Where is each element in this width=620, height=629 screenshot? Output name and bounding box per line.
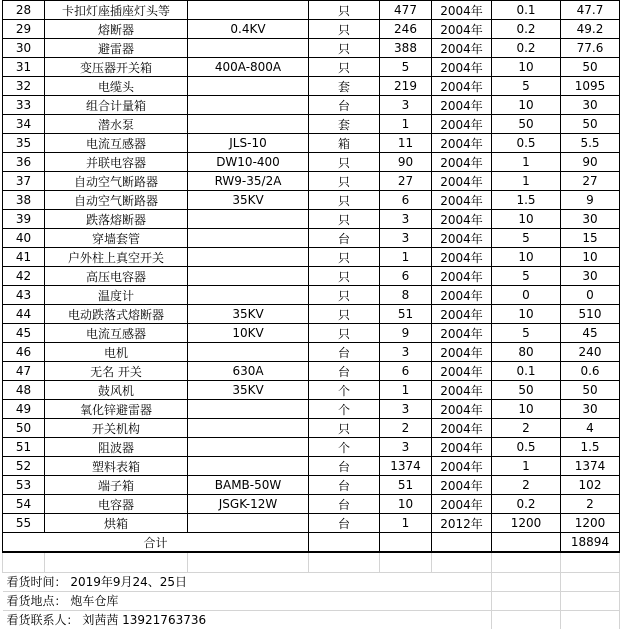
cell-item-name[interactable]: 卡扣灯座插座灯头等	[45, 1, 188, 20]
cell-row-number[interactable]: 34	[3, 115, 45, 134]
cell-item-name[interactable]: 电流互感器	[45, 324, 188, 343]
cell-quantity[interactable]: 8	[380, 286, 432, 305]
empty-cell	[492, 572, 561, 591]
table-row	[3, 115, 620, 134]
cell-row-number[interactable]: 29	[3, 20, 45, 39]
cell-quantity[interactable]: 51	[380, 305, 432, 324]
cell-item-name[interactable]: 并联电容器	[45, 153, 188, 172]
total-empty-cell[interactable]	[492, 533, 561, 553]
cell-quantity[interactable]: 246	[380, 20, 432, 39]
cell-year[interactable]: 2004年	[432, 362, 492, 381]
cell-unit-price[interactable]: 50	[492, 381, 561, 400]
cell-unit[interactable]: 只	[309, 20, 380, 39]
cell-total-value[interactable]: 90	[561, 153, 620, 172]
table-row	[3, 419, 620, 438]
cell-year[interactable]: 2004年	[432, 115, 492, 134]
cell-year[interactable]: 2004年	[432, 210, 492, 229]
table-row	[3, 191, 620, 210]
cell-quantity[interactable]: 3	[380, 400, 432, 419]
cell-total-value[interactable]: 30	[561, 400, 620, 419]
cell-row-number[interactable]: 49	[3, 400, 45, 419]
empty-grid-row	[3, 553, 620, 572]
cell-unit[interactable]: 只	[309, 248, 380, 267]
cell-item-name[interactable]: 无名 开关	[45, 362, 188, 381]
cell-row-number[interactable]: 52	[3, 457, 45, 476]
cell-specification[interactable]: 35KV	[188, 381, 309, 400]
cell-specification[interactable]: BAMB-50W	[188, 476, 309, 495]
cell-total-value[interactable]: 30	[561, 96, 620, 115]
cell-quantity[interactable]: 1374	[380, 457, 432, 476]
cell-quantity[interactable]: 10	[380, 495, 432, 514]
cell-item-name[interactable]: 高压电容器	[45, 267, 188, 286]
cell-specification[interactable]: DW10-400	[188, 153, 309, 172]
cell-total-value[interactable]: 1200	[561, 514, 620, 533]
cell-total-value[interactable]: 510	[561, 305, 620, 324]
cell-year[interactable]: 2004年	[432, 229, 492, 248]
cell-item-name[interactable]: 烘箱	[45, 514, 188, 533]
cell-specification[interactable]: JLS-10	[188, 134, 309, 153]
cell-total-value[interactable]: 9	[561, 191, 620, 210]
cell-item-name[interactable]: 组合计量箱	[45, 96, 188, 115]
cell-row-number[interactable]: 31	[3, 58, 45, 77]
cell-total-value[interactable]: 27	[561, 172, 620, 191]
cell-year[interactable]: 2012年	[432, 514, 492, 533]
cell-row-number[interactable]: 48	[3, 381, 45, 400]
cell-unit-price[interactable]: 0.5	[492, 438, 561, 457]
cell-specification[interactable]: 35KV	[188, 191, 309, 210]
cell-specification[interactable]: 10KV	[188, 324, 309, 343]
cell-unit[interactable]: 只	[309, 210, 380, 229]
viewing-contact-text[interactable]: 看货联系人： 刘茜茜 13921763736	[3, 610, 492, 629]
cell-quantity[interactable]: 51	[380, 476, 432, 495]
cell-row-number[interactable]: 37	[3, 172, 45, 191]
cell-unit-price[interactable]: 10	[492, 248, 561, 267]
cell-quantity[interactable]: 3	[380, 210, 432, 229]
cell-row-number[interactable]: 35	[3, 134, 45, 153]
cell-unit-price[interactable]: 1	[492, 457, 561, 476]
empty-cell	[561, 591, 620, 610]
cell-unit-price[interactable]: 5	[492, 77, 561, 96]
cell-item-name[interactable]: 潜水泵	[45, 115, 188, 134]
cell-unit-price[interactable]: 1	[492, 153, 561, 172]
cell-year[interactable]: 2004年	[432, 343, 492, 362]
cell-row-number[interactable]: 51	[3, 438, 45, 457]
cell-total-value[interactable]: 30	[561, 267, 620, 286]
cell-unit[interactable]: 台	[309, 229, 380, 248]
cell-quantity[interactable]: 1	[380, 381, 432, 400]
table-row	[3, 153, 620, 172]
cell-item-name[interactable]: 电缆头	[45, 77, 188, 96]
cell-item-name[interactable]: 穿墙套管	[45, 229, 188, 248]
cell-unit-price[interactable]: 2	[492, 476, 561, 495]
cell-year[interactable]: 2004年	[432, 20, 492, 39]
table-row	[3, 381, 620, 400]
cell-total-value[interactable]: 2	[561, 495, 620, 514]
cell-specification[interactable]	[188, 267, 309, 286]
cell-year[interactable]: 2004年	[432, 134, 492, 153]
cell-unit[interactable]: 只	[309, 39, 380, 58]
table-row	[3, 343, 620, 362]
cell-unit-price[interactable]: 0.2	[492, 20, 561, 39]
cell-unit-price[interactable]: 0.2	[492, 39, 561, 58]
cell-unit[interactable]: 只	[309, 172, 380, 191]
empty-cell	[380, 553, 432, 572]
cell-unit[interactable]: 台	[309, 96, 380, 115]
cell-item-name[interactable]: 端子箱	[45, 476, 188, 495]
cell-unit[interactable]: 只	[309, 305, 380, 324]
cell-row-number[interactable]: 41	[3, 248, 45, 267]
cell-row-number[interactable]: 45	[3, 324, 45, 343]
cell-total-value[interactable]: 1.5	[561, 438, 620, 457]
cell-row-number[interactable]: 32	[3, 77, 45, 96]
empty-cell	[45, 553, 188, 572]
inventory-table	[2, 0, 620, 553]
cell-specification[interactable]	[188, 419, 309, 438]
cell-specification[interactable]: 35KV	[188, 305, 309, 324]
cell-row-number[interactable]: 36	[3, 153, 45, 172]
footer-row-contact	[3, 610, 620, 629]
total-value-cell[interactable]: 18894	[561, 533, 620, 553]
cell-unit[interactable]: 台	[309, 514, 380, 533]
cell-row-number[interactable]: 40	[3, 229, 45, 248]
cell-quantity[interactable]: 1	[380, 248, 432, 267]
empty-cell	[492, 553, 561, 572]
cell-unit-price[interactable]: 10	[492, 210, 561, 229]
cell-quantity[interactable]: 9	[380, 324, 432, 343]
cell-unit-price[interactable]: 0.1	[492, 362, 561, 381]
cell-quantity[interactable]: 219	[380, 77, 432, 96]
cell-unit[interactable]: 个	[309, 400, 380, 419]
cell-total-value[interactable]: 240	[561, 343, 620, 362]
total-label-cell[interactable]: 合计	[3, 533, 309, 553]
table-row	[3, 248, 620, 267]
footer-row-location	[3, 591, 620, 610]
table-row	[3, 457, 620, 476]
sheet-grid-area	[2, 553, 620, 629]
table-row	[3, 77, 620, 96]
cell-unit-price[interactable]: 10	[492, 400, 561, 419]
table-row	[3, 400, 620, 419]
table-row	[3, 286, 620, 305]
cell-item-name[interactable]: 自动空气断路器	[45, 191, 188, 210]
cell-quantity[interactable]: 477	[380, 1, 432, 20]
cell-item-name[interactable]: 塑料表箱	[45, 457, 188, 476]
cell-item-name[interactable]: 变压器开关箱	[45, 58, 188, 77]
cell-unit[interactable]: 只	[309, 58, 380, 77]
empty-cell	[3, 553, 45, 572]
cell-unit-price[interactable]: 80	[492, 343, 561, 362]
cell-total-value[interactable]: 1095	[561, 77, 620, 96]
cell-specification[interactable]	[188, 39, 309, 58]
cell-row-number[interactable]: 54	[3, 495, 45, 514]
cell-unit-price[interactable]: 5	[492, 324, 561, 343]
cell-specification[interactable]	[188, 457, 309, 476]
cell-total-value[interactable]: 5.5	[561, 134, 620, 153]
cell-total-value[interactable]: 0.6	[561, 362, 620, 381]
table-row	[3, 514, 620, 533]
cell-row-number[interactable]: 47	[3, 362, 45, 381]
cell-unit[interactable]: 台	[309, 362, 380, 381]
cell-item-name[interactable]: 电流互感器	[45, 134, 188, 153]
cell-specification[interactable]	[188, 400, 309, 419]
empty-cell	[309, 553, 380, 572]
empty-cell	[561, 553, 620, 572]
cell-year[interactable]: 2004年	[432, 77, 492, 96]
cell-row-number[interactable]: 38	[3, 191, 45, 210]
cell-unit[interactable]: 台	[309, 457, 380, 476]
cell-row-number[interactable]: 39	[3, 210, 45, 229]
cell-specification[interactable]: RW9-35/2A	[188, 172, 309, 191]
total-empty-cell[interactable]	[432, 533, 492, 553]
table-row	[3, 324, 620, 343]
table-row	[3, 438, 620, 457]
cell-specification[interactable]	[188, 77, 309, 96]
viewing-location-text[interactable]: 看货地点： 炮车仓库	[3, 591, 492, 610]
cell-year[interactable]: 2004年	[432, 495, 492, 514]
cell-unit-price[interactable]: 0.1	[492, 1, 561, 20]
empty-cell	[432, 553, 492, 572]
cell-item-name[interactable]: 温度计	[45, 286, 188, 305]
cell-total-value[interactable]: 0	[561, 286, 620, 305]
cell-item-name[interactable]: 氧化锌避雷器	[45, 400, 188, 419]
cell-quantity[interactable]: 6	[380, 191, 432, 210]
cell-row-number[interactable]: 44	[3, 305, 45, 324]
cell-year[interactable]: 2004年	[432, 153, 492, 172]
cell-year[interactable]: 2004年	[432, 1, 492, 20]
table-row	[3, 210, 620, 229]
cell-unit-price[interactable]: 5	[492, 267, 561, 286]
cell-quantity[interactable]: 5	[380, 58, 432, 77]
footer-row-time	[3, 572, 620, 591]
cell-specification[interactable]	[188, 210, 309, 229]
cell-total-value[interactable]: 10	[561, 248, 620, 267]
cell-specification[interactable]	[188, 286, 309, 305]
cell-row-number[interactable]: 42	[3, 267, 45, 286]
cell-total-value[interactable]: 50	[561, 381, 620, 400]
cell-quantity[interactable]: 27	[380, 172, 432, 191]
table-row	[3, 229, 620, 248]
cell-unit[interactable]: 台	[309, 476, 380, 495]
empty-cell	[561, 610, 620, 629]
cell-specification[interactable]: JSGK-12W	[188, 495, 309, 514]
cell-quantity[interactable]: 6	[380, 267, 432, 286]
cell-unit-price[interactable]: 1200	[492, 514, 561, 533]
table-row	[3, 134, 620, 153]
cell-year[interactable]: 2004年	[432, 305, 492, 324]
cell-unit[interactable]: 只	[309, 267, 380, 286]
cell-unit-price[interactable]: 0.2	[492, 495, 561, 514]
cell-quantity[interactable]: 11	[380, 134, 432, 153]
cell-total-value[interactable]: 102	[561, 476, 620, 495]
cell-unit-price[interactable]: 2	[492, 419, 561, 438]
cell-unit-price[interactable]: 1.5	[492, 191, 561, 210]
cell-year[interactable]: 2004年	[432, 172, 492, 191]
table-row	[3, 96, 620, 115]
cell-total-value[interactable]: 50	[561, 58, 620, 77]
cell-specification[interactable]	[188, 1, 309, 20]
cell-item-name[interactable]: 开关机构	[45, 419, 188, 438]
cell-total-value[interactable]: 49.2	[561, 20, 620, 39]
cell-quantity[interactable]: 3	[380, 229, 432, 248]
cell-quantity[interactable]: 6	[380, 362, 432, 381]
cell-specification[interactable]	[188, 115, 309, 134]
cell-item-name[interactable]: 鼓风机	[45, 381, 188, 400]
viewing-time-text[interactable]: 看货时间： 2019年9月24、25日	[3, 572, 492, 591]
empty-cell	[188, 553, 309, 572]
table-row	[3, 362, 620, 381]
cell-row-number[interactable]: 46	[3, 343, 45, 362]
cell-unit-price[interactable]: 0	[492, 286, 561, 305]
cell-item-name[interactable]: 阻波器	[45, 438, 188, 457]
cell-quantity[interactable]: 1	[380, 115, 432, 134]
total-empty-cell[interactable]	[309, 533, 380, 553]
cell-year[interactable]: 2004年	[432, 267, 492, 286]
cell-year[interactable]: 2004年	[432, 286, 492, 305]
cell-year[interactable]: 2004年	[432, 324, 492, 343]
cell-total-value[interactable]: 15	[561, 229, 620, 248]
cell-row-number[interactable]: 53	[3, 476, 45, 495]
cell-unit[interactable]: 台	[309, 343, 380, 362]
cell-total-value[interactable]: 50	[561, 115, 620, 134]
cell-unit-price[interactable]: 5	[492, 229, 561, 248]
cell-unit[interactable]: 只	[309, 1, 380, 20]
cell-item-name[interactable]: 电动跌落式熔断器	[45, 305, 188, 324]
cell-total-value[interactable]: 1374	[561, 457, 620, 476]
table-row	[3, 20, 620, 39]
cell-item-name[interactable]: 避雷器	[45, 39, 188, 58]
cell-unit[interactable]: 箱	[309, 134, 380, 153]
cell-year[interactable]: 2004年	[432, 39, 492, 58]
cell-year[interactable]: 2004年	[432, 381, 492, 400]
cell-total-value[interactable]: 77.6	[561, 39, 620, 58]
cell-year[interactable]: 2004年	[432, 58, 492, 77]
cell-year[interactable]: 2004年	[432, 96, 492, 115]
empty-cell	[492, 610, 561, 629]
cell-unit-price[interactable]: 0.5	[492, 134, 561, 153]
cell-specification[interactable]: 0.4KV	[188, 20, 309, 39]
total-empty-cell[interactable]	[380, 533, 432, 553]
cell-unit-price[interactable]: 10	[492, 58, 561, 77]
table-row	[3, 305, 620, 324]
table-row	[3, 39, 620, 58]
cell-item-name[interactable]: 熔断器	[45, 20, 188, 39]
table-row	[3, 1, 620, 20]
cell-row-number[interactable]: 28	[3, 1, 45, 20]
cell-year[interactable]: 2004年	[432, 457, 492, 476]
cell-unit-price[interactable]: 10	[492, 305, 561, 324]
cell-row-number[interactable]: 43	[3, 286, 45, 305]
cell-unit[interactable]: 套	[309, 77, 380, 96]
table-row	[3, 495, 620, 514]
cell-row-number[interactable]: 50	[3, 419, 45, 438]
table-row	[3, 172, 620, 191]
cell-specification[interactable]	[188, 438, 309, 457]
cell-unit[interactable]: 只	[309, 153, 380, 172]
cell-quantity[interactable]: 90	[380, 153, 432, 172]
cell-specification[interactable]: 400A-800A	[188, 58, 309, 77]
inventory-rows	[3, 1, 620, 533]
cell-total-value[interactable]: 45	[561, 324, 620, 343]
cell-year[interactable]: 2004年	[432, 248, 492, 267]
cell-unit-price[interactable]: 10	[492, 96, 561, 115]
cell-unit[interactable]: 个	[309, 438, 380, 457]
cell-item-name[interactable]: 电容器	[45, 495, 188, 514]
cell-row-number[interactable]: 33	[3, 96, 45, 115]
cell-specification[interactable]	[188, 343, 309, 362]
empty-cell	[492, 591, 561, 610]
cell-quantity[interactable]: 3	[380, 96, 432, 115]
cell-row-number[interactable]: 55	[3, 514, 45, 533]
cell-row-number[interactable]: 30	[3, 39, 45, 58]
cell-quantity[interactable]: 2	[380, 419, 432, 438]
cell-unit[interactable]: 套	[309, 115, 380, 134]
cell-specification[interactable]	[188, 96, 309, 115]
cell-item-name[interactable]: 电机	[45, 343, 188, 362]
cell-specification[interactable]	[188, 248, 309, 267]
cell-year[interactable]: 2004年	[432, 476, 492, 495]
cell-item-name[interactable]: 自动空气断路器	[45, 172, 188, 191]
cell-total-value[interactable]: 4	[561, 419, 620, 438]
cell-year[interactable]: 2004年	[432, 419, 492, 438]
cell-specification[interactable]	[188, 514, 309, 533]
cell-unit[interactable]: 台	[309, 495, 380, 514]
cell-unit-price[interactable]: 1	[492, 172, 561, 191]
cell-quantity[interactable]: 1	[380, 514, 432, 533]
cell-year[interactable]: 2004年	[432, 191, 492, 210]
cell-item-name[interactable]: 户外柱上真空开关	[45, 248, 188, 267]
cell-unit[interactable]: 只	[309, 419, 380, 438]
table-row	[3, 58, 620, 77]
cell-total-value[interactable]: 30	[561, 210, 620, 229]
cell-total-value[interactable]: 47.7	[561, 1, 620, 20]
cell-quantity[interactable]: 3	[380, 438, 432, 457]
empty-cell	[561, 572, 620, 591]
cell-quantity[interactable]: 3	[380, 343, 432, 362]
table-row	[3, 476, 620, 495]
cell-unit[interactable]: 只	[309, 324, 380, 343]
cell-year[interactable]: 2004年	[432, 438, 492, 457]
total-row	[3, 533, 620, 553]
cell-unit[interactable]: 个	[309, 381, 380, 400]
cell-unit[interactable]: 只	[309, 191, 380, 210]
cell-item-name[interactable]: 跌落熔断器	[45, 210, 188, 229]
cell-unit-price[interactable]: 50	[492, 115, 561, 134]
cell-unit[interactable]: 只	[309, 286, 380, 305]
cell-specification[interactable]	[188, 229, 309, 248]
cell-year[interactable]: 2004年	[432, 400, 492, 419]
table-row	[3, 267, 620, 286]
cell-quantity[interactable]: 388	[380, 39, 432, 58]
cell-specification[interactable]: 630A	[188, 362, 309, 381]
